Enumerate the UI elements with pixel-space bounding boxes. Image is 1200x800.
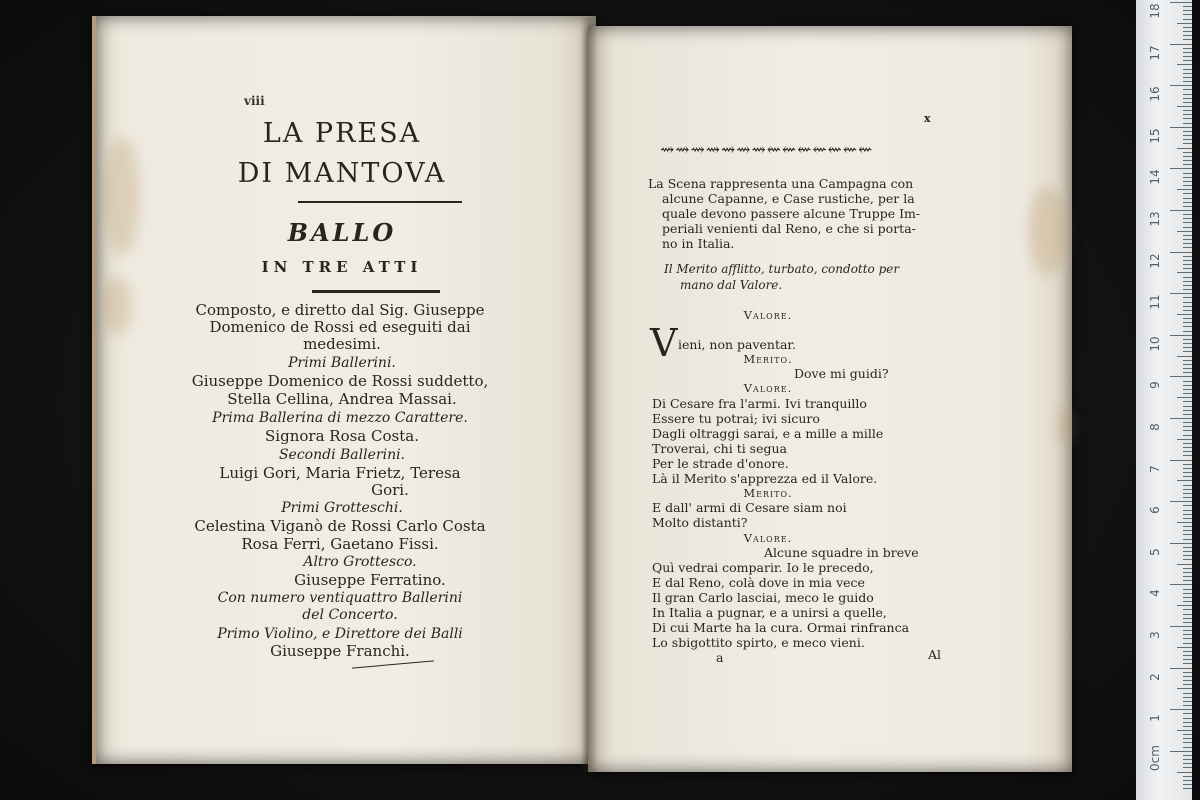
credit-line: Celestina Viganò de Rossi Carlo Costa xyxy=(194,517,486,535)
ruler-number: 17 xyxy=(1148,44,1162,61)
credit-line: Domenico de Rossi ed eseguiti dai xyxy=(209,318,471,336)
speaker-merito: Merito. xyxy=(743,486,793,500)
credit-heading: Primi Ballerini. xyxy=(288,355,396,371)
credit-heading: Prima Ballerina di mezzo Carattere. xyxy=(212,410,468,426)
ruler-tick xyxy=(1177,64,1192,65)
ruler-tick xyxy=(1183,98,1192,99)
ruler-tick xyxy=(1183,422,1192,423)
verse-line: Troverai, chi ti segua xyxy=(652,441,788,456)
ruler-tick xyxy=(1183,734,1192,735)
ruler-tick xyxy=(1183,580,1192,581)
credit-heading: Primi Grotteschi. xyxy=(281,500,403,516)
ruler-tick xyxy=(1183,214,1192,215)
ruler-tick xyxy=(1183,572,1192,573)
ruler-tick xyxy=(1170,501,1192,502)
ruler-tick xyxy=(1177,730,1192,731)
ruler-tick xyxy=(1183,277,1192,278)
ruler-tick xyxy=(1183,430,1192,431)
ruler-tick xyxy=(1183,56,1192,57)
credit-line: Luigi Gori, Maria Frietz, Teresa xyxy=(219,464,461,482)
scene-line: no in Italia. xyxy=(662,236,735,251)
ruler-tick xyxy=(1183,676,1192,677)
ruler-tick xyxy=(1170,210,1192,211)
ruler-tick xyxy=(1177,106,1192,107)
ruler-tick xyxy=(1183,285,1192,286)
ruler-tick xyxy=(1183,726,1192,727)
ruler-tick xyxy=(1183,555,1192,556)
ruler-tick xyxy=(1183,788,1192,789)
ruler-tick xyxy=(1183,360,1192,361)
ruler-tick xyxy=(1183,331,1192,332)
scene-line: La Scena rappresenta una Campagna con xyxy=(648,176,914,191)
ruler-tick xyxy=(1183,239,1192,240)
ruler-tick xyxy=(1183,414,1192,415)
ruler-tick xyxy=(1170,127,1192,128)
credit-line: del Concerto. xyxy=(302,607,398,623)
credit-heading: Altro Grottesco. xyxy=(303,554,417,570)
ruler-tick xyxy=(1183,310,1192,311)
credit-line: Gori. xyxy=(371,481,409,499)
verse-line: Quì vedrai comparir. Io le precedo, xyxy=(652,560,874,575)
ruler-tick xyxy=(1183,489,1192,490)
page-number-right: x xyxy=(924,112,931,125)
ruler-tick xyxy=(1183,152,1192,153)
ruler-tick xyxy=(1183,776,1192,777)
ruler-tick xyxy=(1183,206,1192,207)
ruler-number: 12 xyxy=(1148,252,1162,269)
ruler-tick xyxy=(1183,767,1192,768)
ruler-tick xyxy=(1183,780,1192,781)
ruler-tick xyxy=(1183,510,1192,511)
ruler-tick xyxy=(1183,289,1192,290)
verse-line: Lo sbigottito spirto, e meco vieni. xyxy=(652,635,865,650)
ruler-tick xyxy=(1183,559,1192,560)
ruler-number: 3 xyxy=(1148,631,1162,639)
ruler-tick xyxy=(1183,143,1192,144)
ruler-tick xyxy=(1183,381,1192,382)
ruler-tick xyxy=(1177,605,1192,606)
ruler-tick xyxy=(1183,110,1192,111)
ruler-tick xyxy=(1183,256,1192,257)
page-number-left: viii xyxy=(244,94,265,108)
ruler-tick xyxy=(1183,476,1192,477)
verse-line: Dagli oltraggi sarai, e a mille a mille xyxy=(652,426,884,441)
ruler-tick xyxy=(1183,738,1192,739)
ruler-number: 14 xyxy=(1148,169,1162,186)
ruler-tick xyxy=(1183,131,1192,132)
ruler-tick xyxy=(1183,659,1192,660)
ruler-tick xyxy=(1183,514,1192,515)
title-line-2: DI MANTOVA xyxy=(237,158,447,189)
ruler-tick xyxy=(1183,618,1192,619)
ruler-tick xyxy=(1183,534,1192,535)
verse-line: Alcune squadre in breve xyxy=(764,545,919,560)
ruler-tick xyxy=(1183,347,1192,348)
ruler-tick xyxy=(1183,518,1192,519)
ruler-tick xyxy=(1183,156,1192,157)
ruler-tick xyxy=(1183,755,1192,756)
scene-line: alcune Capanne, e Case rustiche, per la xyxy=(662,191,915,206)
signature-mark: a xyxy=(716,650,724,665)
ruler-tick xyxy=(1183,759,1192,760)
ruler-tick xyxy=(1170,751,1192,752)
ruler-tick xyxy=(1183,123,1192,124)
ruler-tick xyxy=(1183,485,1192,486)
ruler-number: 15 xyxy=(1148,128,1162,144)
title-acts: IN TRE ATTI xyxy=(261,258,423,276)
credit-line: medesimi. xyxy=(303,335,381,353)
ruler-tick xyxy=(1183,713,1192,714)
ruler-tick xyxy=(1183,551,1192,552)
ruler-number: 11 xyxy=(1148,294,1162,310)
ruler-tick xyxy=(1183,701,1192,702)
ruler-tick xyxy=(1183,747,1192,748)
ruler-tick xyxy=(1170,584,1192,585)
ruler-tick xyxy=(1183,663,1192,664)
ruler-tick xyxy=(1183,343,1192,344)
ruler-number: 5 xyxy=(1148,547,1162,556)
ruler-tick xyxy=(1183,77,1192,78)
ruler-tick xyxy=(1183,139,1192,140)
ruler-number: 2 xyxy=(1148,672,1162,681)
credit-line: Stella Cellina, Andrea Massai. xyxy=(227,390,457,408)
ruler-tick xyxy=(1183,630,1192,631)
ruler-number: 13 xyxy=(1148,211,1162,227)
ornament-band: ⇝⇝⇝⇝⇝⇝⇝⇜⇜⇜⇜⇜⇜⇜ xyxy=(660,140,874,160)
ruler-number: 9 xyxy=(1148,381,1162,390)
ruler-tick xyxy=(1183,364,1192,365)
ruler-tick xyxy=(1183,164,1192,165)
ruler-tick xyxy=(1183,455,1192,456)
ruler-tick xyxy=(1183,35,1192,36)
ruler-tick xyxy=(1183,281,1192,282)
ruler-tick xyxy=(1183,173,1192,174)
ruler-tick xyxy=(1183,297,1192,298)
verse-line: E dal Reno, colà dove in mia vece xyxy=(652,575,865,590)
credit-line: Composto, e diretto dal Sig. Giuseppe xyxy=(195,301,485,319)
ruler-tick xyxy=(1183,401,1192,402)
ruler-tick xyxy=(1183,389,1192,390)
ruler-tick xyxy=(1177,148,1192,149)
ruler-tick xyxy=(1183,260,1192,261)
ruler-tick xyxy=(1183,81,1192,82)
ruler-tick xyxy=(1183,593,1192,594)
ruler-tick xyxy=(1183,410,1192,411)
ruler-tick xyxy=(1183,393,1192,394)
ruler-tick xyxy=(1183,177,1192,178)
ruler-tick xyxy=(1177,564,1192,565)
ruler-tick xyxy=(1183,227,1192,228)
ruler-tick xyxy=(1170,85,1192,86)
ruler-tick xyxy=(1177,356,1192,357)
ruler-tick xyxy=(1170,335,1192,336)
credit-heading: Secondi Ballerini. xyxy=(278,447,406,463)
ruler-tick xyxy=(1183,684,1192,685)
ruler-tick xyxy=(1183,385,1192,386)
ruler-tick xyxy=(1183,218,1192,219)
ruler-tick xyxy=(1183,202,1192,203)
ruler-tick xyxy=(1183,406,1192,407)
title-divider xyxy=(298,201,462,203)
ruler-tick xyxy=(1177,314,1192,315)
ruler-tick xyxy=(1183,622,1192,623)
ruler-tick xyxy=(1183,468,1192,469)
verse-line: ieni, non paventar. xyxy=(678,337,797,352)
ruler-tick xyxy=(1183,247,1192,248)
ruler-tick xyxy=(1183,48,1192,49)
ruler-number: 1 xyxy=(1148,714,1162,723)
ruler-tick xyxy=(1183,530,1192,531)
ruler-tick xyxy=(1183,655,1192,656)
ruler-tick xyxy=(1183,73,1192,74)
ruler-tick xyxy=(1177,688,1192,689)
ruler-tick xyxy=(1183,472,1192,473)
subtitle-divider xyxy=(312,290,440,293)
ruler-tick xyxy=(1183,722,1192,723)
measuring-ruler xyxy=(1136,0,1192,800)
ruler-tick xyxy=(1177,231,1192,232)
ruler-tick xyxy=(1183,114,1192,115)
verse-line: Essere tu potrai; ivi sicuro xyxy=(652,411,820,426)
ruler-tick xyxy=(1177,480,1192,481)
ruler-tick xyxy=(1183,609,1192,610)
ruler-tick xyxy=(1183,601,1192,602)
ruler-tick xyxy=(1183,6,1192,7)
ruler-number: 0cm xyxy=(1148,744,1162,771)
speaker-valore: Valore. xyxy=(743,308,793,322)
ruler-tick xyxy=(1183,193,1192,194)
ruler-tick xyxy=(1183,497,1192,498)
verse-line: In Italia a pugnar, e a unirsi a quelle, xyxy=(652,605,887,620)
credit-line: Signora Rosa Costa. xyxy=(265,427,419,445)
ruler-tick xyxy=(1183,39,1192,40)
ruler-number: 16 xyxy=(1148,86,1162,102)
speaker-valore: Valore. xyxy=(743,381,793,395)
ruler-tick xyxy=(1183,539,1192,540)
ruler-tick xyxy=(1183,426,1192,427)
ruler-tick xyxy=(1183,268,1192,269)
ruler-tick xyxy=(1183,443,1192,444)
catchword: Al xyxy=(928,647,942,662)
ruler-tick xyxy=(1183,547,1192,548)
ruler-tick xyxy=(1183,19,1192,20)
ruler-tick xyxy=(1183,568,1192,569)
ruler-tick xyxy=(1177,23,1192,24)
speaker-merito: Merito. xyxy=(743,352,793,366)
ruler-tick xyxy=(1183,14,1192,15)
ruler-tick xyxy=(1183,464,1192,465)
ruler-tick xyxy=(1183,135,1192,136)
ruler-number: 4 xyxy=(1148,589,1162,598)
ruler-tick xyxy=(1183,322,1192,323)
ruler-tick xyxy=(1183,351,1192,352)
ruler-tick xyxy=(1170,543,1192,544)
ruler-tick xyxy=(1183,27,1192,28)
scene-line: quale devono passere alcune Truppe Im- xyxy=(662,206,921,221)
ruler-number: 7 xyxy=(1148,464,1162,473)
ruler-tick xyxy=(1170,293,1192,294)
ruler-tick xyxy=(1183,339,1192,340)
ruler-tick xyxy=(1183,326,1192,327)
ruler-tick xyxy=(1183,185,1192,186)
ruler-number: 10 xyxy=(1148,336,1162,352)
ruler-tick xyxy=(1183,302,1192,303)
ruler-tick xyxy=(1183,634,1192,635)
ruler-tick xyxy=(1183,160,1192,161)
ruler-tick xyxy=(1170,460,1192,461)
credit-line: Primo Violino, e Direttore dei Balli xyxy=(217,626,463,642)
ruler-tick xyxy=(1183,222,1192,223)
credit-line: Con numero ventiquattro Ballerini xyxy=(217,590,463,606)
ruler-tick xyxy=(1183,447,1192,448)
ruler-tick xyxy=(1183,651,1192,652)
ruler-tick xyxy=(1170,252,1192,253)
credit-line: Rosa Ferri, Gaetano Fissi. xyxy=(241,535,439,553)
ruler-tick xyxy=(1183,763,1192,764)
ruler-tick xyxy=(1183,89,1192,90)
ruler-tick xyxy=(1183,52,1192,53)
verse-line: Di Cesare fra l'armi. Ivi tranquillo xyxy=(652,396,867,411)
ruler-tick xyxy=(1177,397,1192,398)
stage-direction-line: Il Merito afflitto, turbato, condotto per xyxy=(664,262,900,276)
ruler-tick xyxy=(1177,647,1192,648)
credit-line: Giuseppe Franchi. xyxy=(270,642,410,660)
ruler-tick xyxy=(1183,526,1192,527)
ruler-tick xyxy=(1183,69,1192,70)
ruler-tick xyxy=(1170,2,1192,3)
ruler-tick xyxy=(1183,493,1192,494)
ruler-tick xyxy=(1183,118,1192,119)
title-line-1: LA PRESA xyxy=(262,118,422,149)
ruler-tick xyxy=(1183,643,1192,644)
ruler-tick xyxy=(1183,742,1192,743)
ruler-tick xyxy=(1183,505,1192,506)
ruler-tick xyxy=(1183,697,1192,698)
ruler-tick xyxy=(1183,368,1192,369)
ruler-tick xyxy=(1183,672,1192,673)
verse-line: Per le strade d'onore. xyxy=(652,456,789,471)
ruler-tick xyxy=(1183,10,1192,11)
ruler-number: 8 xyxy=(1148,423,1162,431)
ruler-tick xyxy=(1170,626,1192,627)
drop-cap: V xyxy=(650,321,678,365)
ruler-tick xyxy=(1183,435,1192,436)
ruler-tick xyxy=(1183,576,1192,577)
ruler-number: 18 xyxy=(1148,3,1162,19)
ruler-tick xyxy=(1183,638,1192,639)
ruler-tick xyxy=(1183,589,1192,590)
ruler-tick xyxy=(1170,668,1192,669)
ruler-tick xyxy=(1183,614,1192,615)
verse-line: Di cui Marte ha la cura. Ormai rinfranca xyxy=(652,620,910,635)
ruler-tick xyxy=(1183,235,1192,236)
ruler-tick xyxy=(1170,168,1192,169)
ruler-tick xyxy=(1183,451,1192,452)
ruler-tick xyxy=(1170,44,1192,45)
ruler-tick xyxy=(1183,680,1192,681)
scene-line: periali venienti dal Reno, e che si porta- xyxy=(662,221,916,236)
ruler-tick xyxy=(1183,31,1192,32)
stage-direction-line: mano dal Valore. xyxy=(680,278,783,292)
ruler-tick xyxy=(1183,198,1192,199)
ruler-tick xyxy=(1183,94,1192,95)
ruler-tick xyxy=(1183,597,1192,598)
ruler-tick xyxy=(1183,264,1192,265)
ruler-tick xyxy=(1183,372,1192,373)
ruler-tick xyxy=(1177,439,1192,440)
ruler-tick xyxy=(1183,705,1192,706)
ruler-tick xyxy=(1183,243,1192,244)
speaker-valore: Valore. xyxy=(743,531,793,545)
ruler-tick xyxy=(1170,709,1192,710)
ruler-tick xyxy=(1177,189,1192,190)
ruler-tick xyxy=(1177,272,1192,273)
ruler-tick xyxy=(1183,102,1192,103)
ruler-tick xyxy=(1183,60,1192,61)
ruler-tick xyxy=(1183,784,1192,785)
ruler-tick xyxy=(1170,418,1192,419)
verse-line: Dove mi guidi? xyxy=(794,366,889,381)
ruler-tick xyxy=(1183,693,1192,694)
ruler-number: 6 xyxy=(1148,506,1162,515)
ruler-tick xyxy=(1170,376,1192,377)
ruler-tick xyxy=(1183,181,1192,182)
ruler-tick xyxy=(1183,718,1192,719)
title-ballo: BALLO xyxy=(287,218,397,247)
credit-line: Giuseppe Domenico de Rossi suddetto, xyxy=(191,372,489,390)
ruler-tick xyxy=(1183,306,1192,307)
verse-line: Molto distanti? xyxy=(652,515,748,530)
credit-line: Giuseppe Ferratino. xyxy=(294,571,446,589)
verse-line: E dall' armi di Cesare siam noi xyxy=(652,500,847,515)
verse-line: Là il Merito s'apprezza ed il Valore. xyxy=(652,471,878,486)
ruler-tick xyxy=(1177,522,1192,523)
verse-line: Il gran Carlo lasciai, meco le guido xyxy=(652,590,874,605)
ruler-tick xyxy=(1177,772,1192,773)
ruler-tick xyxy=(1183,318,1192,319)
